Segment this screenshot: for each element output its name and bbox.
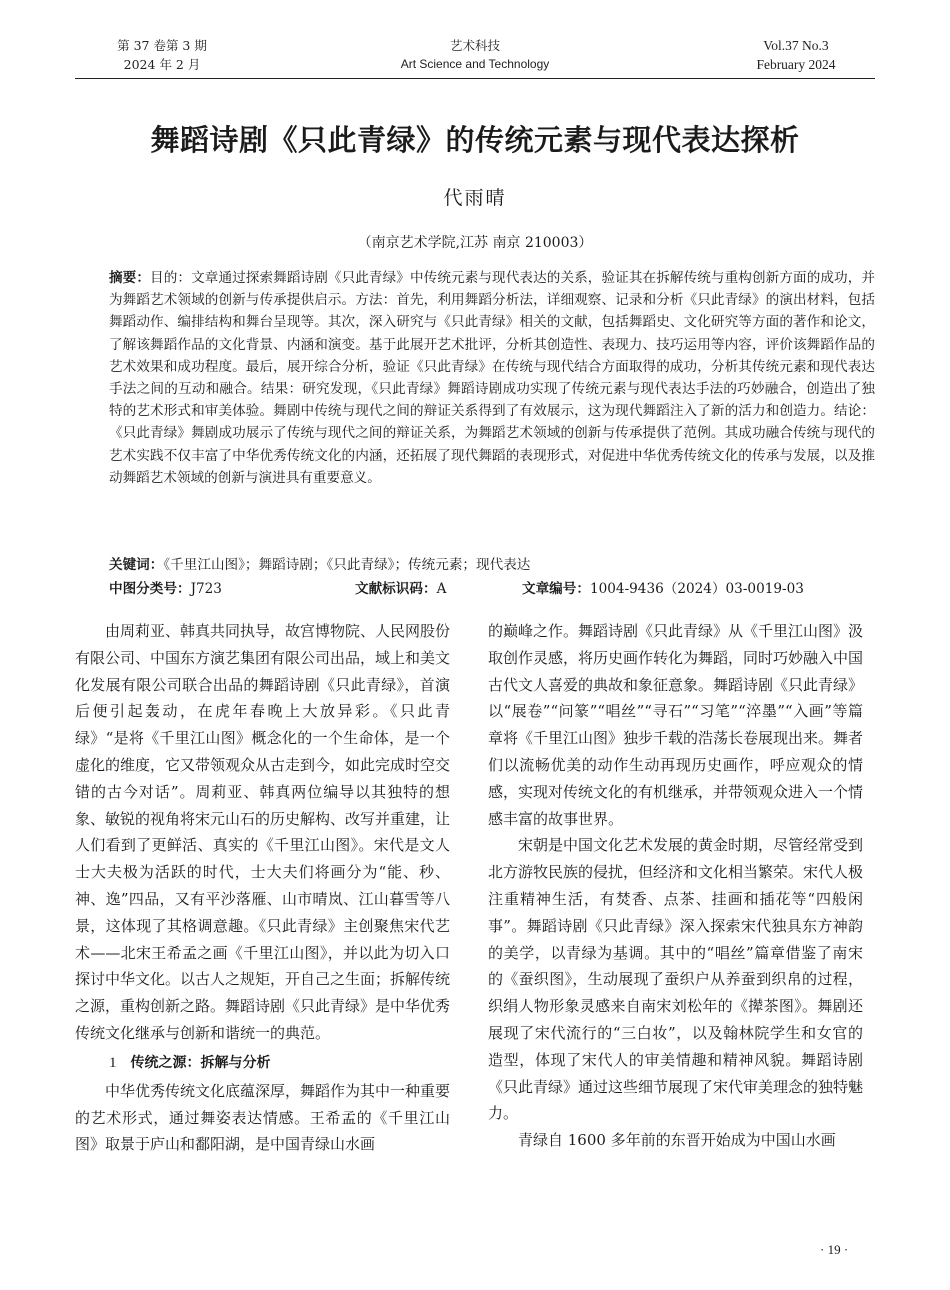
volume-issue: 第 37 卷第 3 期 bbox=[117, 38, 207, 53]
journal-volume-info-en bbox=[736, 36, 856, 74]
volume-issue-en: Vol.37 No.3 bbox=[763, 38, 829, 53]
journal-name-en: Art Science and Technology bbox=[400, 57, 550, 71]
body-paragraph: 宋朝是中国文化艺术发展的黄金时期，尽管经常受到北方游牧民族的侵扰，但经济和文化相当繁荣。宋代人极注重精神生活，有焚香、点茶、挂画和插花等“四般闲事”。舞蹈诗剧《只此青绿》深入探索宋代独具东方神韵的美学，以青绿为基调。其中的“唱丝”篇章借鉴了南宋的《蚕织图》，生动展现了蚕织户从养蚕到织帛的过程，织绢人物形象灵感来自南宋刘松年的《撵茶图》。舞剧还展现了宋代流行的“三白妆”，以及翰林院学生和女官的造型，体现了宋代人的审美情趣和精神风貌。舞蹈诗剧《只此青绿》通过这些细节展现了宋代审美理念的独特魅力。 bbox=[488, 836, 864, 1123]
journal-volume-info bbox=[112, 36, 212, 74]
body-paragraph: 中华优秀传统文化底蕴深厚，舞蹈作为其中一种重要的艺术形式，通过舞姿表达情感。王希孟的《千里江山图》取景于庐山和鄱阳湖，是中国青绿山水画 bbox=[75, 1081, 451, 1154]
body-paragraph: 青绿自 1600 多年前的东晋开始成为中国山水画 bbox=[518, 1131, 836, 1150]
article-number-label: 文章编号： bbox=[522, 581, 590, 597]
clc-value: J723 bbox=[190, 581, 222, 597]
body-paragraph: 由周莉亚、韩真共同执导，故宫博物院、人民网股份有限公司、中国东方演艺集团有限公司出品，域上和美文化发展有限公司联合出品的舞蹈诗剧《只此青绿》，首演后便引起轰动，在虎年春晚上大放异彩。《只此青绿》“是将《千里江山图》概念化的一个生命体，是一个虚化的维度，它又带领观众从古走到今，如此完成时空交错的古今对话”。周莉亚、韩真两位编导以其独特的想象、敏锐的视角将宋元山石的历史解构、改写并重建，让人们看到了更鲜活、真实的《千里江山图》。宋代是文人士大夫极为活跃的时代，士大夫们将画分为“能、秒、神、逸”四品，又有平沙落雁、山市晴岚、江山暮雪等八景，这体现了其格调意趣。《只此青绿》主创聚焦宋代艺术——北宋王希孟之画《千里江山图》，并以此为切入口探讨中华文化。以古人之规矩，开自己之生面；拆解传统之源，重构创新之路。舞蹈诗剧《只此青绿》是中华优秀传统文化继承与创新和谐统一的典范。 bbox=[75, 622, 451, 1042]
section-number: 1 bbox=[109, 1054, 117, 1071]
abstract-label: 摘要： bbox=[109, 270, 151, 286]
abstract-text: 目的：文章通过探索舞蹈诗剧《只此青绿》中传统元素与现代表达的关系，验证其在拆解传统与重构创新方面的成功，并为舞蹈艺术领域的创新与传承提供启示。方法：首先，利用舞蹈分析法，详细观察、记录和分析《只此青绿》的演出材料，包括舞蹈动作、编排结构和舞台呈现等。其次，深入研究与《只此青绿》相关的文献，包括舞蹈史、文化研究等方面的著作和论文，了解该舞蹈作品的文化背景、内涵和演变。基于此展开艺术批评，分析其创造性、表现力、技巧运用等内容，评价该舞蹈作品的艺术效果和成功程度。最后，展开综合分析，验证《只此青绿》在传统与现代结合方面取得的成功，分析其传统元素和现代表达手法之间的互动和融合。结果：研究发现，《只此青绿》舞蹈诗剧成功实现了传统元素与现代表达手法的巧妙融合，创造出了独特的艺术形式和审美体验。舞剧中传统与现代之间的辩证关系得到了有效展示，这为现代舞蹈注入了新的活力和创造力。结论：《只此青绿》舞剧成功展示了传统与现代之间的辩证关系，为舞蹈艺术领域的创新与传承提供了范例。其成功融合传统与现代的艺术实践不仅丰富了中华优秀传统文化的内涵，还拓展了现代舞蹈的表现形式，对促进中华优秀传统文化的传承与发展，以及推动舞蹈艺术领域的创新与演进具有重要意义。 bbox=[109, 270, 876, 486]
author-name: 代雨晴 bbox=[443, 187, 507, 209]
body-column-left bbox=[75, 618, 450, 1158]
abstract bbox=[75, 267, 875, 489]
doc-code-label: 文献标识码： bbox=[355, 581, 437, 597]
keywords-text: 《千里江山图》；舞蹈诗剧；《只此青绿》；传统元素；现代表达 bbox=[163, 557, 531, 573]
author-affiliation: （南京艺术学院,江苏 南京 210003） bbox=[357, 235, 593, 251]
article-number-value: 1004-9436（2024）03-0019-03 bbox=[589, 581, 804, 597]
article-number bbox=[522, 578, 804, 600]
body-paragraph: 的巅峰之作。舞蹈诗剧《只此青绿》从《千里江山图》汲取创作灵感，将历史画作转化为舞蹈，同时巧妙融入中国古代文人喜爱的典故和象征意象。舞蹈诗剧《只此青绿》以“展卷”“问篆”“唱丝”“寻石”“习笔”“淬墨”“入画”等篇章将《千里江山图》独步千载的浩荡长卷展现出来。舞者们以流畅优美的动作生动再现历史画作，呼应观众的情感，实现对传统文化的有机继承，并带领观众进入一个情感丰富的故事世界。 bbox=[488, 622, 864, 828]
keywords bbox=[109, 554, 530, 576]
page-number: · 19 · bbox=[820, 1242, 849, 1257]
header-divider bbox=[75, 78, 875, 79]
section-title: 传统之源：拆解与分析 bbox=[130, 1054, 271, 1071]
keywords-label: 关键词： bbox=[109, 557, 164, 573]
issue-date: 2024 年 2 月 bbox=[123, 57, 201, 72]
document-code bbox=[355, 578, 446, 600]
article-title: 舞蹈诗剧《只此青绿》的传统元素与现代表达探析 bbox=[150, 123, 800, 157]
doc-code-value: A bbox=[436, 581, 447, 597]
clc-number bbox=[109, 578, 222, 600]
journal-name-cn: 艺术科技 bbox=[449, 38, 500, 53]
journal-name bbox=[365, 36, 585, 74]
section-heading bbox=[75, 1047, 450, 1078]
clc-label: 中图分类号： bbox=[109, 581, 191, 597]
issue-date-en: February 2024 bbox=[756, 57, 836, 72]
body-column-right bbox=[488, 618, 863, 1154]
